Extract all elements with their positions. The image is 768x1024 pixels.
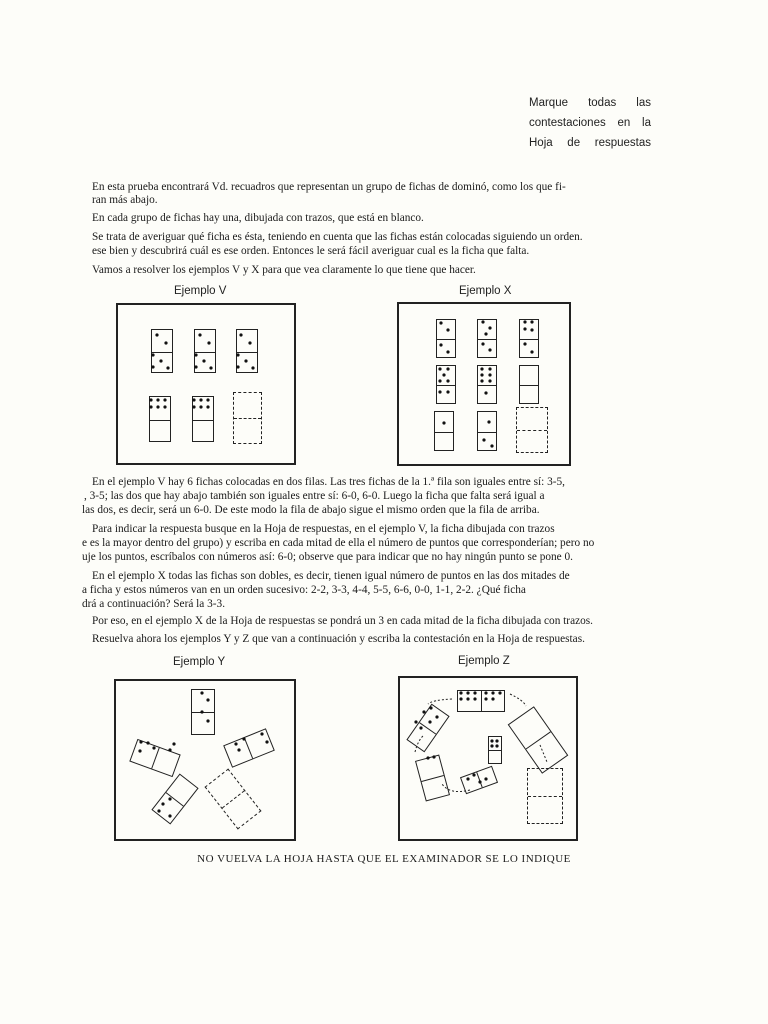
pip-dot bbox=[432, 755, 435, 758]
pip-dot bbox=[466, 691, 469, 694]
example-v-label: Ejemplo V bbox=[174, 285, 227, 297]
pip-dot bbox=[149, 405, 152, 408]
paragraph-line: Se trata de averiguar qué ficha es ésta, teniendo en cuenta que las fichas están colocadas siguiendo un orden. bbox=[92, 231, 583, 243]
example-y-label: Ejemplo Y bbox=[173, 656, 226, 668]
example-x-label: Ejemplo X bbox=[459, 285, 512, 297]
paragraph-line: drá a continuación? Será la 3-3. bbox=[82, 598, 226, 610]
pip-dot bbox=[490, 444, 493, 447]
pip-dot bbox=[192, 405, 195, 408]
pip-dot bbox=[439, 321, 442, 324]
pip-dot bbox=[209, 366, 212, 369]
pip-dot bbox=[419, 726, 422, 729]
paragraph-line: ran más abajo. bbox=[92, 194, 158, 206]
paragraph-line: En esta prueba encontrará Vd. recuadros que representan un grupo de fichas de dominó, como los que fi- bbox=[92, 181, 566, 193]
pip-dot bbox=[473, 691, 476, 694]
pip-dot bbox=[442, 373, 445, 376]
pip-dot bbox=[163, 398, 166, 401]
pip-dot bbox=[480, 373, 483, 376]
pip-dot bbox=[260, 732, 263, 735]
paragraph-line: a ficha y estos números van en un orden sucesivo: 2-2, 3-3, 4-4, 5-5, 6-6, 0-0, 1-1, 2-2. ¿Qué ficha bbox=[82, 584, 526, 596]
pip-dot bbox=[200, 710, 203, 713]
pip-dot bbox=[422, 710, 425, 713]
pip-dot bbox=[199, 405, 202, 408]
paragraph-line: En el ejemplo V hay 6 fichas colocadas en dos filas. Las tres fichas de la 1.ª fila son iguales entre sí: 3-5, bbox=[92, 476, 565, 488]
pip-dot bbox=[164, 341, 167, 344]
pip-dot bbox=[495, 739, 498, 742]
note-line-1: Marque todas las bbox=[529, 97, 651, 109]
pip-dot bbox=[234, 742, 237, 745]
pip-dot bbox=[172, 742, 175, 745]
pip-dot bbox=[472, 773, 475, 776]
pip-dot bbox=[242, 737, 245, 740]
pip-dot bbox=[239, 333, 242, 336]
pip-dot bbox=[198, 333, 201, 336]
paragraph-line: , 3-5; las dos que hay abajo también son iguales entre sí: 6-0, 6-0. Luego la ficha que falta será igual a bbox=[84, 490, 545, 502]
pip-dot bbox=[480, 379, 483, 382]
pip-dot bbox=[163, 405, 166, 408]
pip-dot bbox=[482, 438, 485, 441]
pip-dot bbox=[194, 365, 197, 368]
pip-dot bbox=[435, 715, 438, 718]
pip-dot bbox=[523, 327, 526, 330]
pip-dot bbox=[495, 744, 498, 747]
pip-dot bbox=[156, 398, 159, 401]
pip-dot bbox=[459, 697, 462, 700]
pip-dot bbox=[530, 320, 533, 323]
pip-dot bbox=[523, 342, 526, 345]
pip-dot bbox=[429, 706, 432, 709]
pip-dot bbox=[484, 691, 487, 694]
paragraph-line: Para indicar la respuesta busque en la Hoja de respuestas, en el ejemplo V, la ficha dibujada con trazos bbox=[92, 523, 555, 535]
pip-dot bbox=[438, 379, 441, 382]
pip-dot bbox=[244, 359, 247, 362]
pip-dot bbox=[488, 326, 491, 329]
pip-dot bbox=[168, 814, 171, 817]
pip-dot bbox=[206, 698, 209, 701]
pip-dot bbox=[265, 740, 268, 743]
pip-dot bbox=[206, 405, 209, 408]
pip-dot bbox=[139, 740, 142, 743]
paragraph-line: En cada grupo de fichas hay una, dibujada con trazos, que está en blanco. bbox=[92, 212, 424, 224]
paragraph-line: e es la mayor dentro del grupo) y escriba en cada mitad de ella el número de puntos que corresponderían; pero no bbox=[82, 537, 595, 549]
pip-dot bbox=[438, 367, 441, 370]
pip-dot bbox=[530, 350, 533, 353]
pip-dot bbox=[236, 353, 239, 356]
pip-dot bbox=[151, 353, 154, 356]
pip-dot bbox=[149, 398, 152, 401]
pip-dot bbox=[498, 691, 501, 694]
paragraph-line: las dos, es decir, será un 6-0. De este modo la fila de abajo sigue el mismo orden que la fila de arriba. bbox=[82, 504, 540, 516]
note-line-2: contestaciones en la bbox=[529, 117, 651, 129]
pip-dot bbox=[206, 398, 209, 401]
paragraph-line: En el ejemplo X todas las fichas son dobles, es decir, tienen igual número de puntos en las dos mitades de bbox=[92, 570, 570, 582]
pip-dot bbox=[446, 367, 449, 370]
pip-dot bbox=[446, 328, 449, 331]
pip-dot bbox=[236, 365, 239, 368]
pip-dot bbox=[200, 691, 203, 694]
pip-dot bbox=[194, 353, 197, 356]
pip-dot bbox=[480, 367, 483, 370]
pip-dot bbox=[446, 350, 449, 353]
pip-dot bbox=[481, 320, 484, 323]
pip-dot bbox=[473, 697, 476, 700]
note-line-3: Hoja de respuestas bbox=[529, 137, 651, 149]
pip-dot bbox=[481, 342, 484, 345]
pip-dot bbox=[491, 691, 494, 694]
pip-dot bbox=[484, 332, 487, 335]
pip-dot bbox=[251, 366, 254, 369]
pip-dot bbox=[161, 802, 164, 805]
pip-dot bbox=[442, 421, 445, 424]
example-z-label: Ejemplo Z bbox=[458, 655, 510, 667]
paragraph-line: Por eso, en el ejemplo X de la Hoja de respuestas se pondrá un 3 en cada mitad de la ficha dibujada con trazos. bbox=[92, 615, 593, 627]
pip-dot bbox=[146, 741, 149, 744]
pip-dot bbox=[199, 398, 202, 401]
paragraph-line: Vamos a resolver los ejemplos V y X para que vea claramente lo que tiene que hacer. bbox=[92, 264, 476, 276]
pip-dot bbox=[488, 367, 491, 370]
arrow-connector bbox=[540, 745, 547, 762]
pip-dot bbox=[484, 697, 487, 700]
arrow-connector bbox=[415, 735, 424, 752]
pip-dot bbox=[414, 720, 417, 723]
arrow-connector bbox=[442, 784, 470, 792]
pip-dot bbox=[484, 777, 487, 780]
pip-dot bbox=[466, 697, 469, 700]
pip-dot bbox=[478, 780, 481, 783]
pip-dot bbox=[168, 797, 171, 800]
paragraph-line: uje los puntos, escríbalos con números así: 6-0; observe que para indicar que no hay ningún punto se pone 0. bbox=[82, 551, 573, 563]
pip-dot bbox=[466, 777, 469, 780]
pip-dot bbox=[490, 744, 493, 747]
pip-dot bbox=[428, 720, 431, 723]
pip-dot bbox=[192, 398, 195, 401]
pip-dot bbox=[523, 320, 526, 323]
pip-dot bbox=[157, 809, 160, 812]
pip-dot bbox=[248, 341, 251, 344]
pip-dot bbox=[206, 719, 209, 722]
pip-dot bbox=[488, 348, 491, 351]
pip-dot bbox=[439, 343, 442, 346]
pip-dot bbox=[159, 359, 162, 362]
paragraph-line: Resuelva ahora los ejemplos Y y Z que van a continuación y escriba la contestación en la Hoja de respuestas. bbox=[92, 633, 585, 645]
pip-dot bbox=[446, 379, 449, 382]
arrow-connector bbox=[428, 699, 452, 704]
pip-dot bbox=[156, 405, 159, 408]
pip-dot bbox=[426, 756, 429, 759]
pip-dot bbox=[484, 391, 487, 394]
pip-dot bbox=[487, 420, 490, 423]
footer-instruction: NO VUELVA LA HOJA HASTA QUE EL EXAMINADOR SE LO INDIQUE bbox=[197, 853, 571, 865]
pip-dot bbox=[138, 749, 141, 752]
pip-dot bbox=[490, 739, 493, 742]
pip-dot bbox=[530, 328, 533, 331]
pip-dot bbox=[168, 748, 171, 751]
pip-dot bbox=[438, 390, 441, 393]
pip-dot bbox=[207, 341, 210, 344]
paragraph-line: ese bien y descubrirá cuál es ese orden. Entonces le será fácil averiguar cual es la ficha que falta. bbox=[92, 245, 530, 257]
pip-dot bbox=[488, 373, 491, 376]
pip-dot bbox=[166, 366, 169, 369]
arrow-connector bbox=[510, 694, 526, 706]
pip-dot bbox=[488, 379, 491, 382]
pip-dot bbox=[491, 697, 494, 700]
pip-dot bbox=[202, 359, 205, 362]
pip-dot bbox=[459, 691, 462, 694]
pip-dot bbox=[155, 333, 158, 336]
pip-dot bbox=[152, 746, 155, 749]
pip-dot bbox=[237, 748, 240, 751]
pip-dot bbox=[446, 390, 449, 393]
pip-dot bbox=[151, 365, 154, 368]
